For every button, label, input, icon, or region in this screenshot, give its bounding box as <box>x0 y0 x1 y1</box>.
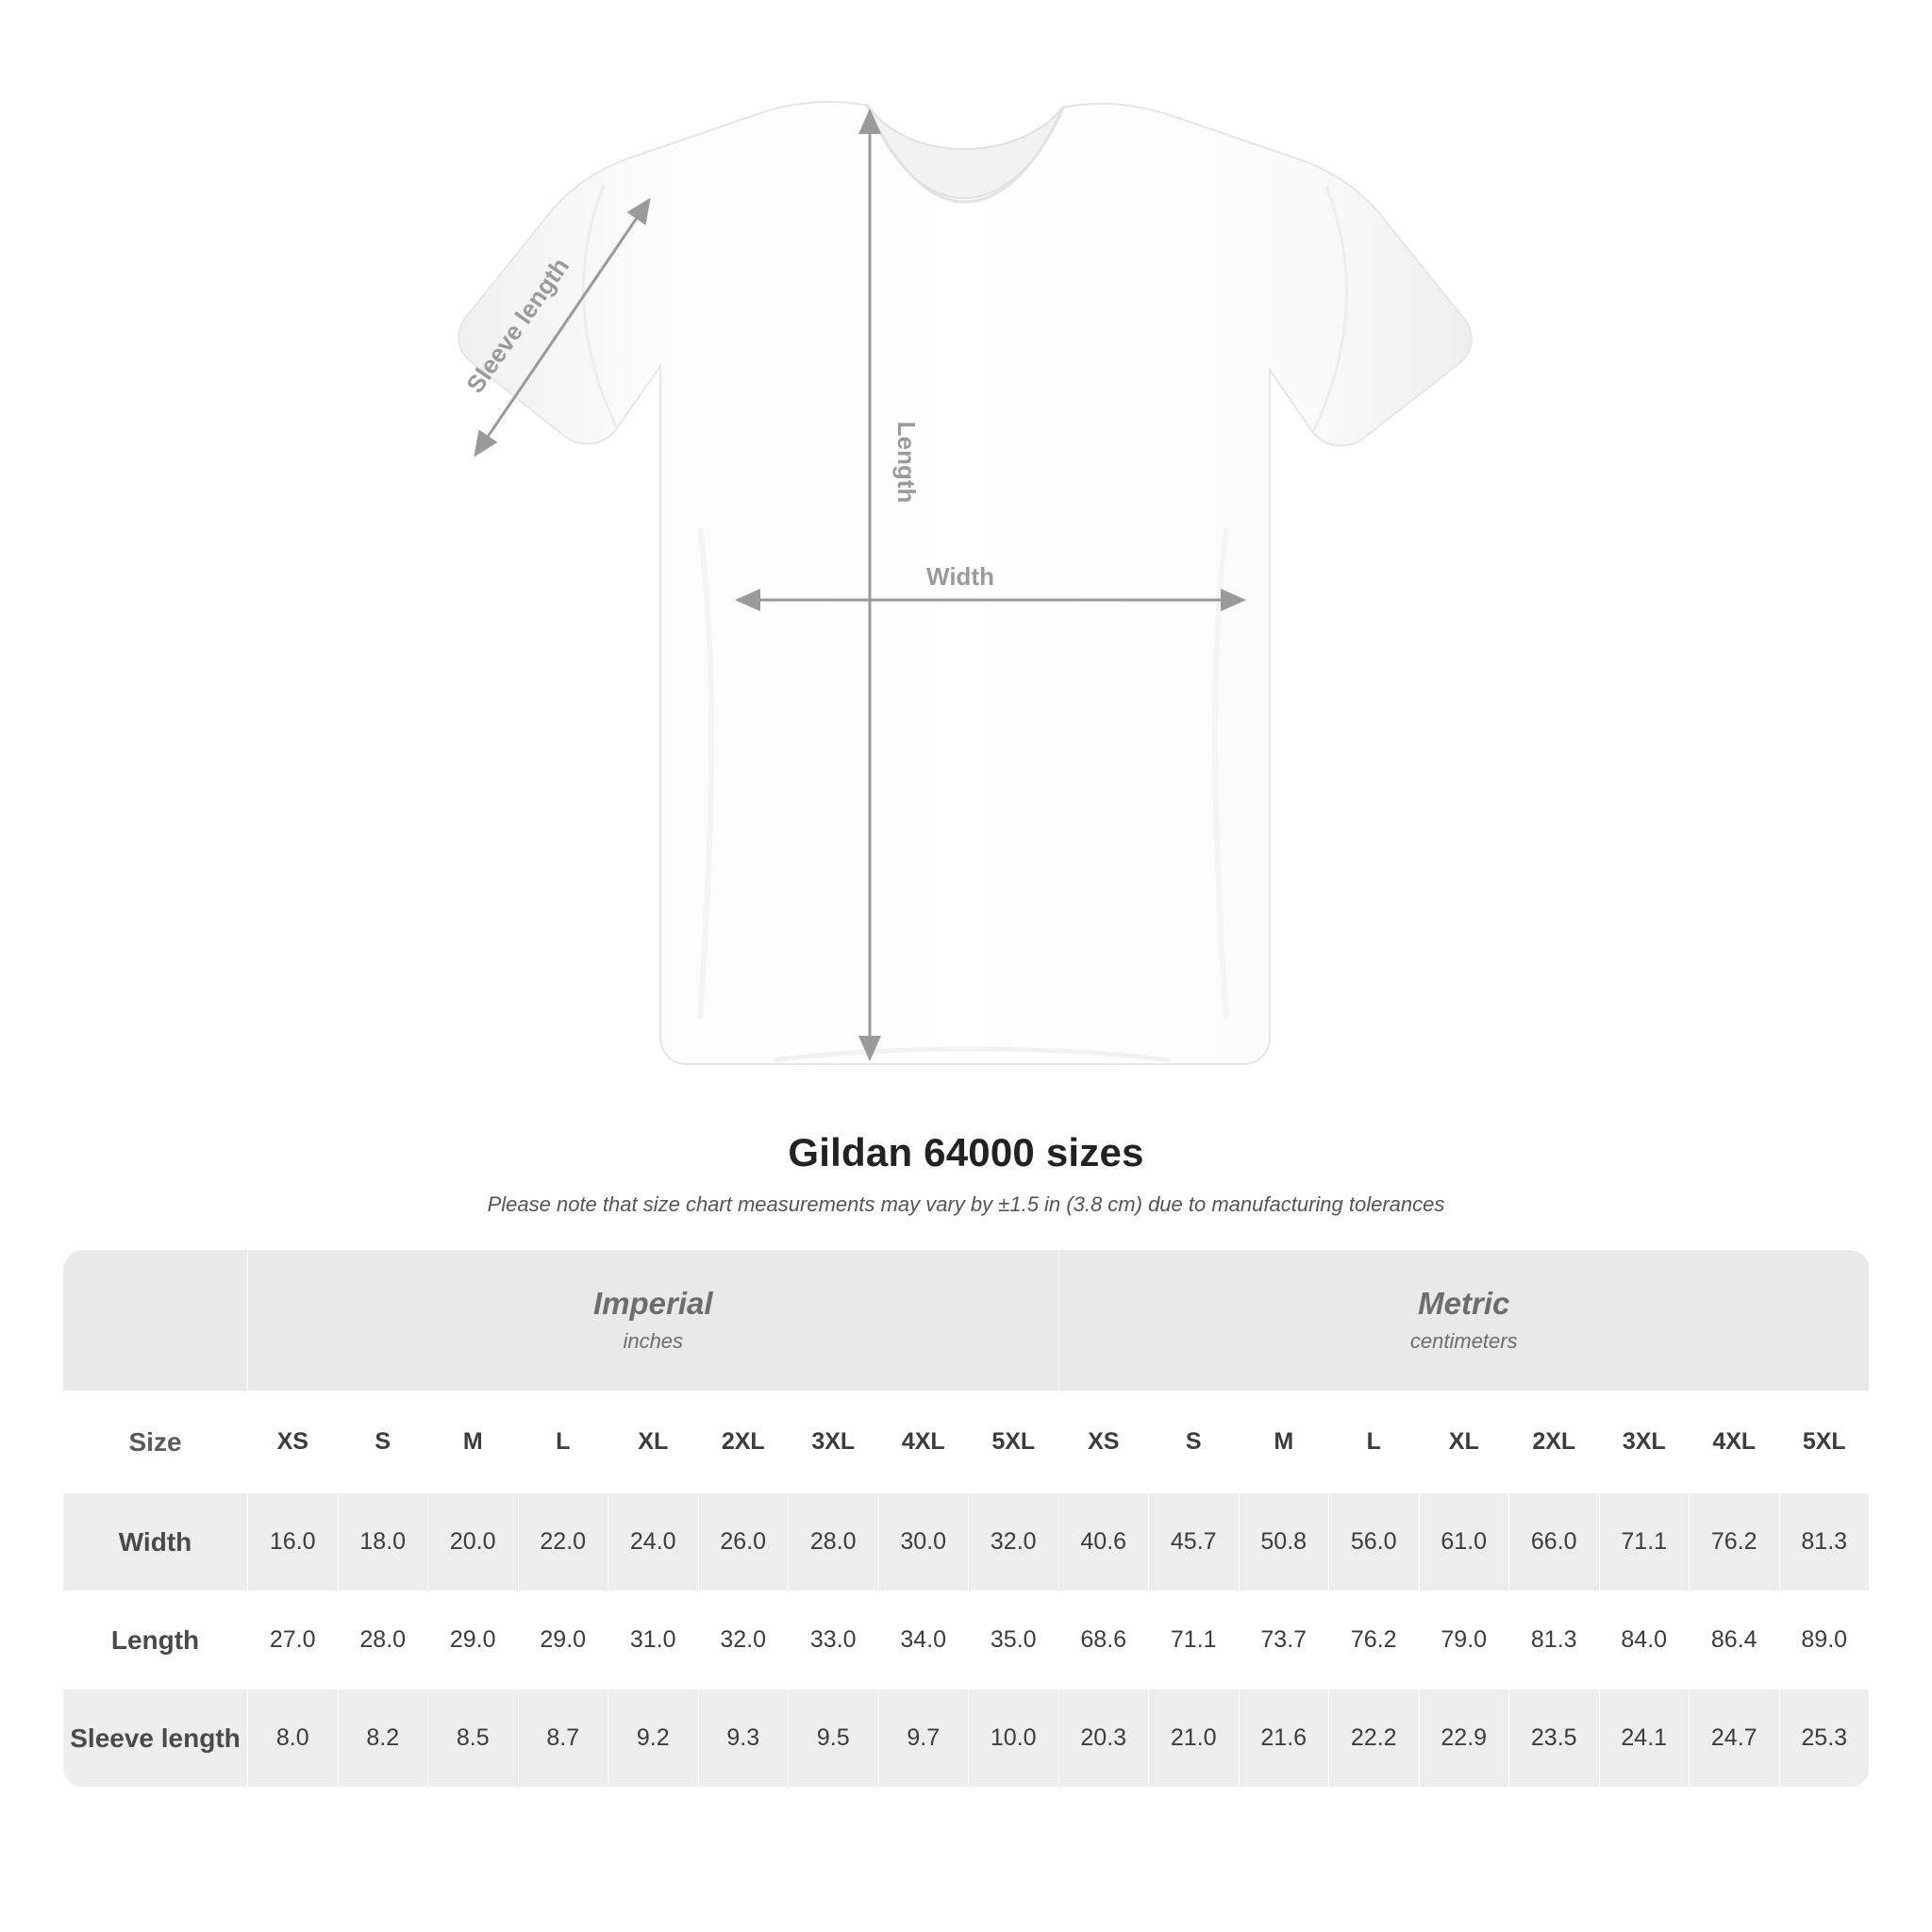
measurement-cell: 35.0 <box>969 1591 1059 1690</box>
unit-group-subtitle: centimeters <box>1409 1328 1518 1353</box>
measurement-cell: 50.8 <box>1239 1493 1329 1591</box>
unit-group-subtitle: inches <box>623 1328 684 1353</box>
page-title: Gildan 64000 sizes <box>788 1130 1144 1174</box>
size-header-cell: XS <box>1058 1391 1149 1493</box>
unit-group-metric <box>1058 1250 1870 1391</box>
size-header-cell: XL <box>1419 1391 1509 1493</box>
size-header-cell: 4XL <box>878 1391 969 1493</box>
measurement-cell: 8.5 <box>428 1690 519 1788</box>
measurement-cell: 32.0 <box>698 1591 789 1690</box>
measurement-cell: 33.0 <box>789 1591 879 1690</box>
measurement-cell: 27.0 <box>248 1591 339 1690</box>
size-header-cell: M <box>1239 1391 1329 1493</box>
measurement-cell: 10.0 <box>969 1690 1059 1788</box>
size-header-row <box>63 1391 1870 1493</box>
measurement-cell: 8.0 <box>248 1690 339 1788</box>
measurement-cell: 56.0 <box>1329 1493 1420 1591</box>
measurement-cell: 66.0 <box>1509 1493 1600 1591</box>
measurement-cell: 18.0 <box>338 1493 428 1591</box>
measurement-cell: 29.0 <box>428 1591 519 1690</box>
measurement-cell: 23.5 <box>1509 1690 1600 1788</box>
measurement-cell: 89.0 <box>1779 1591 1870 1690</box>
size-header-cell: L <box>518 1391 608 1493</box>
size-header-cell: S <box>338 1391 428 1493</box>
measurement-cell: 76.2 <box>1690 1493 1780 1591</box>
measurement-cell: 79.0 <box>1419 1591 1509 1690</box>
size-header-cell: 2XL <box>1509 1391 1600 1493</box>
size-header-cell: 3XL <box>789 1391 879 1493</box>
unit-group-row <box>63 1250 1870 1391</box>
unit-group-imperial <box>248 1250 1059 1391</box>
measurement-cell: 24.7 <box>1690 1690 1780 1788</box>
measurement-cell: 29.0 <box>518 1591 608 1690</box>
measurement-cell: 61.0 <box>1419 1493 1509 1591</box>
size-header-cell: 2XL <box>698 1391 789 1493</box>
measurement-cell: 24.1 <box>1599 1690 1690 1788</box>
measurement-cell: 22.0 <box>518 1493 608 1591</box>
measurement-cell: 45.7 <box>1149 1493 1240 1591</box>
row-label: Width <box>63 1493 248 1591</box>
measurement-cell: 34.0 <box>878 1591 969 1690</box>
measurement-cell: 21.0 <box>1149 1690 1240 1788</box>
measurement-cell: 9.2 <box>608 1690 699 1788</box>
measurement-cell: 73.7 <box>1239 1591 1329 1690</box>
row-label: Sleeve length <box>63 1690 248 1788</box>
measurement-cell: 22.9 <box>1419 1690 1509 1788</box>
measurement-cell: 8.2 <box>338 1690 428 1788</box>
measurement-cell: 9.7 <box>878 1690 969 1788</box>
measurement-cell: 9.3 <box>698 1690 789 1788</box>
size-header-cell: M <box>428 1391 519 1493</box>
measurement-cell: 25.3 <box>1779 1690 1870 1788</box>
measurement-note: Please note that size chart measurements may vary by ±1.5 in (3.8 cm) due to manufacturing tolerances <box>487 1192 1445 1216</box>
measurement-cell: 28.0 <box>789 1493 879 1591</box>
measurement-cell: 20.0 <box>428 1493 519 1591</box>
measurement-cell: 68.6 <box>1058 1591 1149 1690</box>
size-header-label: Size <box>63 1391 248 1493</box>
size-table <box>62 1249 1870 1788</box>
title-block <box>0 1130 1932 1217</box>
measurement-cell: 76.2 <box>1329 1591 1420 1690</box>
size-header-cell: 3XL <box>1599 1391 1690 1493</box>
measurement-cell: 81.3 <box>1779 1493 1870 1591</box>
size-header-cell: S <box>1149 1391 1240 1493</box>
unit-group-name: Imperial <box>592 1286 713 1322</box>
size-table-wrapper <box>62 1249 1870 1788</box>
sleeve-length-label: Sleeve length <box>460 252 575 399</box>
measurement-cell: 9.5 <box>789 1690 879 1788</box>
measurement-cell: 26.0 <box>698 1493 789 1591</box>
measurement-cell: 81.3 <box>1509 1591 1600 1690</box>
measurement-cell: 31.0 <box>608 1591 699 1690</box>
measurement-cell: 30.0 <box>878 1493 969 1591</box>
size-header-cell: XL <box>608 1391 699 1493</box>
table-row <box>63 1690 1870 1788</box>
measurement-cell: 40.6 <box>1058 1493 1149 1591</box>
table-row <box>63 1493 1870 1591</box>
measurement-cell: 32.0 <box>969 1493 1059 1591</box>
size-header-cell: 5XL <box>1779 1391 1870 1493</box>
measurement-cell: 16.0 <box>248 1493 339 1591</box>
measurement-cell: 22.2 <box>1329 1690 1420 1788</box>
table-row <box>63 1591 1870 1690</box>
measurement-cell: 71.1 <box>1149 1591 1240 1690</box>
size-header-cell: XS <box>248 1391 339 1493</box>
width-label: Width <box>926 562 994 591</box>
measurement-cell: 71.1 <box>1599 1493 1690 1591</box>
measurement-cell: 84.0 <box>1599 1591 1690 1690</box>
length-label: Length <box>892 421 921 504</box>
row-label: Length <box>63 1591 248 1690</box>
measurement-cell: 21.6 <box>1239 1690 1329 1788</box>
unit-group-name: Metric <box>1418 1286 1510 1322</box>
measurement-cell: 86.4 <box>1690 1591 1780 1690</box>
size-header-cell: L <box>1329 1391 1420 1493</box>
unit-row-corner <box>63 1250 248 1391</box>
measurement-cell: 28.0 <box>338 1591 428 1690</box>
measurement-cell: 8.7 <box>518 1690 608 1788</box>
size-header-cell: 5XL <box>969 1391 1059 1493</box>
measurement-cell: 24.0 <box>608 1493 699 1591</box>
measurement-cell: 20.3 <box>1058 1690 1149 1788</box>
size-header-cell: 4XL <box>1690 1391 1780 1493</box>
